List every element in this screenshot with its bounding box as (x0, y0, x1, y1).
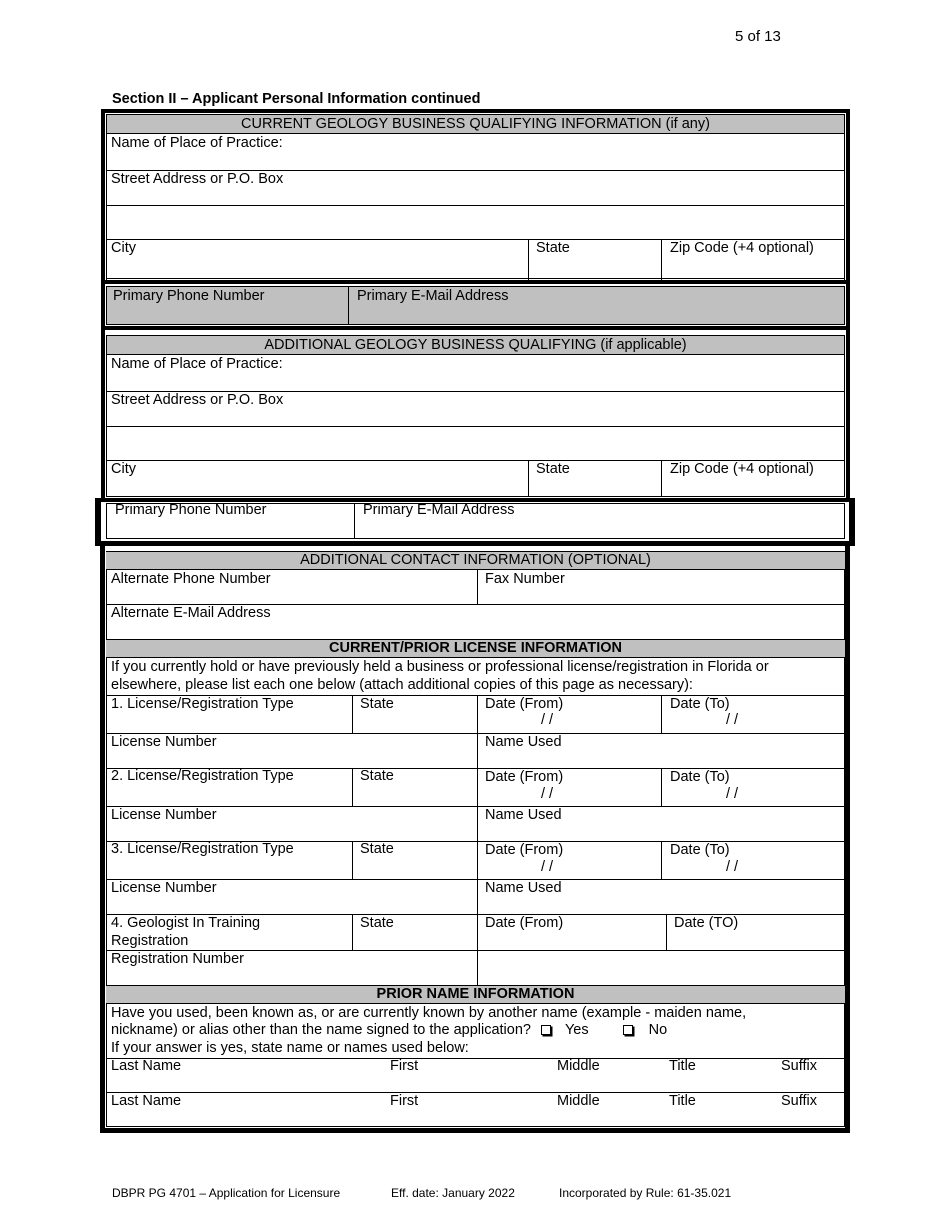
registration-number-label: Registration Number (111, 951, 244, 967)
date-from-slashes: / / (541, 859, 554, 875)
license-instructions-line1: If you currently hold or have previously held a business or professional license/registration in Florida or (111, 659, 769, 675)
license-type-label: 3. License/Registration Type (111, 841, 294, 857)
primary-email-label: Primary E-Mail Address (363, 502, 515, 518)
primary-email-label: Primary E-Mail Address (357, 288, 509, 304)
alternate-email-label: Alternate E-Mail Address (111, 605, 271, 621)
date-to-slashes: / / (726, 786, 739, 802)
zip-code-label: Zip Code (+4 optional) (670, 461, 814, 477)
date-from-label: Date (From) (485, 696, 564, 712)
suffix-label: Suffix (781, 1093, 818, 1109)
prior-name-question-line2: nickname) or alias other than the name signed to the application? Yes No (111, 1022, 668, 1038)
title-label: Title (669, 1058, 696, 1074)
name-used-label: Name Used (485, 734, 562, 750)
zip-code-label: Zip Code (+4 optional) (670, 240, 814, 256)
license-type-label: 2. License/Registration Type (111, 768, 294, 784)
git-label-line2: Registration (111, 933, 189, 949)
prior-name-question-line1: Have you used, been known as, or are currently known by another name (example - maiden name, (111, 1005, 747, 1021)
license-state-label: State (360, 841, 394, 857)
prior-name-question-line3: If your answer is yes, state name or names used below: (111, 1040, 469, 1056)
license-type-label: 1. License/Registration Type (111, 696, 294, 712)
page-number: 5 of 13 (735, 28, 781, 45)
suffix-label: Suffix (781, 1058, 818, 1074)
license-number-label: License Number (111, 734, 217, 750)
footer-eff-date: Eff. date: January 2022 (391, 1186, 515, 1200)
alternate-phone-label: Alternate Phone Number (111, 571, 271, 587)
current-business-header: CURRENT GEOLOGY BUSINESS QUALIFYING INFORMATION (if any) (241, 116, 710, 132)
license-state-label: State (360, 696, 394, 712)
date-from-label: Date (From) (485, 842, 564, 858)
git-state-label: State (360, 915, 394, 931)
place-of-practice-label: Name of Place of Practice: (111, 356, 283, 372)
no-checkbox[interactable] (623, 1025, 633, 1035)
first-name-label: First (390, 1093, 419, 1109)
section-title: Section II – Applicant Personal Information continued (112, 91, 481, 107)
place-of-practice-label: Name of Place of Practice: (111, 135, 283, 151)
git-label-line1: 4. Geologist In Training (111, 915, 261, 931)
street-address-label: Street Address or P.O. Box (111, 392, 284, 408)
git-date-from-label: Date (From) (485, 915, 564, 931)
date-to-label: Date (To) (670, 842, 730, 858)
license-header: CURRENT/PRIOR LICENSE INFORMATION (329, 640, 622, 656)
additional-business-header: ADDITIONAL GEOLOGY BUSINESS QUALIFYING (if applicable) (264, 337, 687, 353)
street-address-label: Street Address or P.O. Box (111, 171, 284, 187)
license-number-label: License Number (111, 807, 217, 823)
footer-rule: Incorporated by Rule: 61-35.021 (559, 1186, 732, 1200)
date-from-slashes: / / (541, 786, 554, 802)
date-to-slashes: / / (726, 859, 739, 875)
no-label: No (648, 1022, 668, 1038)
city-label: City (111, 461, 136, 477)
date-to-label: Date (To) (670, 769, 730, 785)
license-number-label: License Number (111, 880, 217, 896)
date-from-slashes: / / (541, 712, 554, 728)
middle-name-label: Middle (557, 1058, 600, 1074)
date-to-slashes: / / (726, 712, 739, 728)
fax-number-label: Fax Number (485, 571, 565, 587)
license-state-label: State (360, 768, 394, 784)
name-used-label: Name Used (485, 807, 562, 823)
primary-phone-label: Primary Phone Number (115, 502, 267, 518)
date-to-label: Date (To) (670, 696, 730, 712)
license-instructions-line2: elsewhere, please list each one below (attach additional copies of this page as necessary): (111, 677, 693, 693)
date-from-label: Date (From) (485, 769, 564, 785)
first-name-label: First (390, 1058, 419, 1074)
city-label: City (111, 240, 136, 256)
state-label: State (536, 240, 570, 256)
yes-checkbox[interactable] (541, 1025, 551, 1035)
footer-form-id: DBPR PG 4701 – Application for Licensure (112, 1186, 341, 1200)
git-date-to-label: Date (TO) (674, 915, 739, 931)
last-name-label: Last Name (111, 1093, 182, 1109)
middle-name-label: Middle (557, 1093, 600, 1109)
title-label: Title (669, 1093, 696, 1109)
last-name-label: Last Name (111, 1058, 182, 1074)
primary-phone-label: Primary Phone Number (113, 288, 265, 304)
contact-header: ADDITIONAL CONTACT INFORMATION (OPTIONAL) (300, 552, 651, 568)
name-used-label: Name Used (485, 880, 562, 896)
prior-name-header: PRIOR NAME INFORMATION (376, 986, 575, 1002)
yes-label: Yes (564, 1022, 589, 1038)
state-label: State (536, 461, 570, 477)
